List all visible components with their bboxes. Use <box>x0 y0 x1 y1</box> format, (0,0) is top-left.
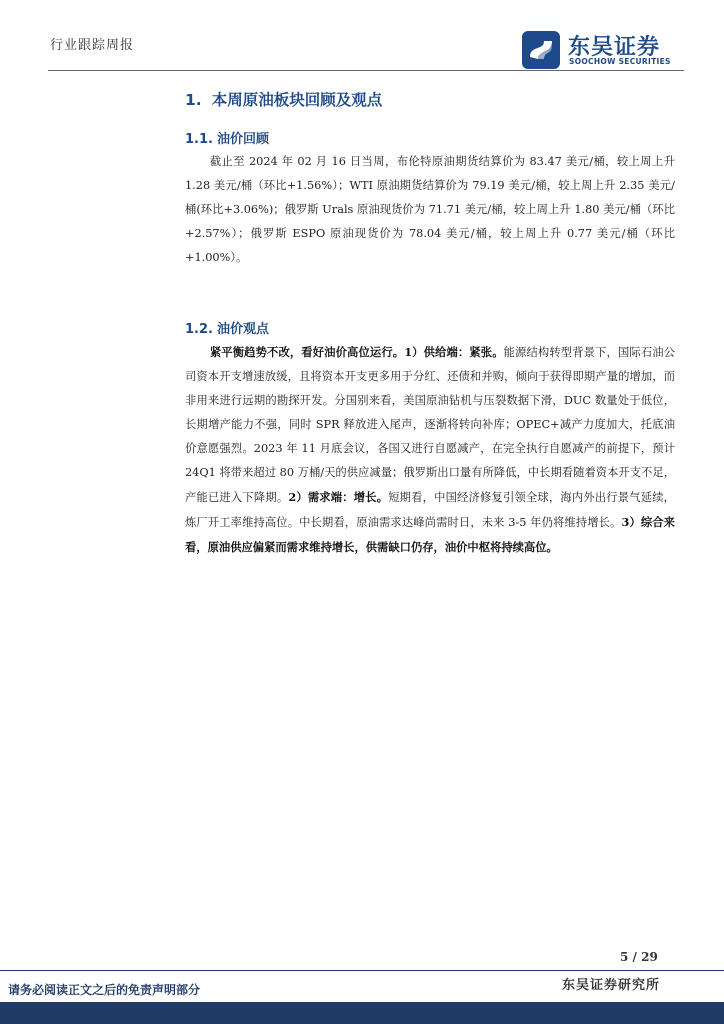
view-demand-text: 短期看，中国经济修复引领全球，海内外出行景气延续，炼厂开工率维持高位。中长期看，原油需求达峰尚需时日，未来 3-5 年仍将维持增长。 <box>185 491 675 529</box>
header-divider <box>48 70 684 71</box>
subsection-title: 油价回顾 <box>217 132 270 147</box>
institute-name: 东吴证券研究所 <box>562 978 661 993</box>
section-title: 本周原油板块回顾及观点 <box>211 91 383 109</box>
view-demand-bold: 2）需求端：增长。 <box>288 490 389 504</box>
soochow-logo-icon <box>522 31 560 69</box>
section-number: 1. <box>185 91 202 109</box>
footer-band <box>0 1002 724 1024</box>
subsection-heading-1-1 <box>185 128 269 147</box>
logo-text-cn: 东吴证券 <box>568 35 661 60</box>
page-number: 5 / 29 <box>620 950 658 964</box>
disclaimer-note: 请务必阅读正文之后的免责声明部分 <box>8 983 201 997</box>
subsection-title: 油价观点 <box>217 322 270 337</box>
subsection-number: 1.2. <box>185 322 213 337</box>
view-lead-bold: 紧平衡趋势不改，看好油价高位运行。1）供给端：紧张。 <box>209 345 504 359</box>
subsection-heading-1-2 <box>185 318 269 337</box>
company-logo <box>522 27 682 69</box>
view-conclusion-bold: 3）综合来看，原油供应偏紧而需求维持增长，供需缺口仍存，油价中枢将持续高位。 <box>185 515 675 554</box>
report-type-label: 行业跟踪周报 <box>50 38 135 53</box>
footer-divider <box>0 970 724 971</box>
oil-price-view-paragraph <box>185 340 675 560</box>
subsection-number: 1.1. <box>185 132 213 147</box>
oil-price-review-paragraph: 截止至 2024 年 02 月 16 日当周，布伦特原油期货结算价为 83.47 美元/桶，较上周上升 1.28 美元/桶（环比+1.56%）；WTI 原油期货结算价为 79.19 美元/桶，较上周上升 2.35 美元/桶(环比+3.06%)；俄罗斯 Urals 原油现货价为 71.71 美元/桶，较上周上升 1.80 美元/桶（环比+2.57%）；俄罗斯 ESPO 原油现货价为 78.04 美元/桶，较上周上升 0.77 美元/桶（环比+1.00%）。 <box>185 155 675 264</box>
view-supply-text: 能源结构转型背景下，国际石油公司资本开支增速放缓，且将资本开支更多用于分红、还债和并购，倾向于获得即期产量的增加，而非用来进行远期的勘探开发。分国别来看，美国原油钻机与压裂数据下滑，DUC 数量处于低位，长期增产能力不强，同时 SPR 释放进入尾声，逐渐将转向补库；OPEC+减产力度加大，托底油价意愿强烈。2023 年 11 月底会议，各国又进行自愿减产，在完全执行自愿减产的前提下，预计 24Q1 将带来超过 80 万桶/天的供应减量；俄罗斯出口量有所降低，中长期看随着资本开支不足，产能已进入下降期。 <box>185 346 675 504</box>
logo-text-en: SOOCHOW SECURITIES <box>569 57 671 66</box>
section-heading-1 <box>185 88 382 110</box>
